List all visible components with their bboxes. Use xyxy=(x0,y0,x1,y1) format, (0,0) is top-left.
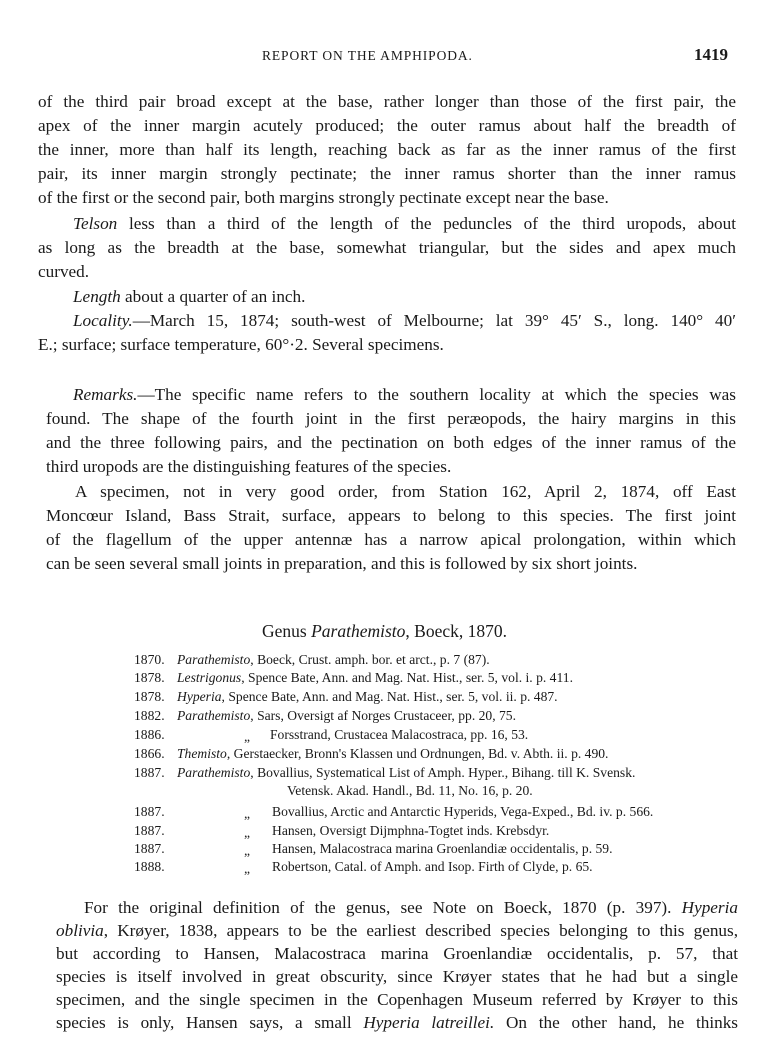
text-line: species is only, Hansen says, a small Hyperia latreillei. On the other hand, he thinks xyxy=(56,1013,738,1032)
text-line: the inner, more than half its length, reaching back as far as the inner ramus of the first xyxy=(38,140,736,159)
text-line: can be seen several small joints in preparation, and this is followed by six short joints. xyxy=(46,554,638,573)
text-line: pair, its inner margin strongly pectinate; the inner ramus shorter than the inner ramus xyxy=(38,164,736,183)
text-line: specimen, and the single specimen in the Copenhagen Museum referred by Krøyer to this xyxy=(56,990,738,1009)
locality-label: Locality. xyxy=(73,311,133,330)
text-line: as long as the breadth at the base, somewhat triangular, but the sides and apex much xyxy=(38,238,736,257)
page-number: 1419 xyxy=(694,45,728,64)
running-head: REPORT ON THE AMPHIPODA. xyxy=(262,48,473,63)
remarks-paragraph: Remarks.—The specific name refers to the southern locality at which the species was xyxy=(73,385,736,404)
text-line: species is itself involved in great obscurity, since Krøyer states that he had but a single xyxy=(56,967,738,986)
text-line: and the three following pairs, and the pectination on both edges of the inner ramus of the xyxy=(46,433,736,452)
text-line: oblivia, Krøyer, 1838, appears to be the earliest described species belonging to this genus, xyxy=(56,921,738,940)
text-line: of the third pair broad except at the base, rather longer than those of the first pair, the xyxy=(38,92,736,111)
text-line: of the first or the second pair, both margins strongly pectinate except near the base. xyxy=(38,188,609,207)
text-line: found. The shape of the fourth joint in the first peræopods, the hairy margins in this xyxy=(46,409,736,428)
ditto-mark: „ xyxy=(244,825,251,840)
text-line: but according to Hansen, Malacostraca marina Groenlandiæ occidentalis, p. 57, that xyxy=(56,944,738,963)
ditto-mark: „ xyxy=(244,861,251,876)
text-line: apex of the inner margin acutely produced; the outer ramus about half the breadth of xyxy=(38,116,736,135)
ditto-mark: „ xyxy=(244,806,251,821)
ditto-mark: „ xyxy=(244,843,251,858)
text-line: of the flagellum of the upper antennæ has a narrow apical prolongation, within which xyxy=(46,530,736,549)
remarks-label: Remarks. xyxy=(73,385,138,404)
text-line: third uropods are the distinguishing features of the species. xyxy=(46,457,452,476)
text-line: E.; surface; surface temperature, 60°·2. Several specimens. xyxy=(38,335,444,354)
genus-name: Parathemisto xyxy=(311,621,406,641)
text-line: For the original definition of the genus, see Note on Boeck, 1870 (p. 397). Hyperia xyxy=(84,898,738,917)
text-line: curved. xyxy=(38,262,90,281)
length-paragraph: Length about a quarter of an inch. xyxy=(73,287,306,306)
locality-paragraph: Locality.—March 15, 1874; south-west of Melbourne; lat 39° 45′ S., long. 140° 40′ xyxy=(73,311,736,330)
page-header xyxy=(0,45,776,70)
genus-heading: Genus Parathemisto, Boeck, 1870. xyxy=(262,621,507,641)
ditto-mark: „ xyxy=(244,729,251,744)
text-line: Moncœur Island, Bass Strait, surface, appears to belong to this species. The first joint xyxy=(46,506,736,525)
length-label: Length xyxy=(73,287,121,306)
text-line: A specimen, not in very good order, from Station 162, April 2, 1874, off East xyxy=(75,482,736,501)
telson-paragraph: Telson less than a third of the length of the peduncles of the third uropods, about xyxy=(73,214,736,233)
telson-label: Telson xyxy=(73,214,118,233)
